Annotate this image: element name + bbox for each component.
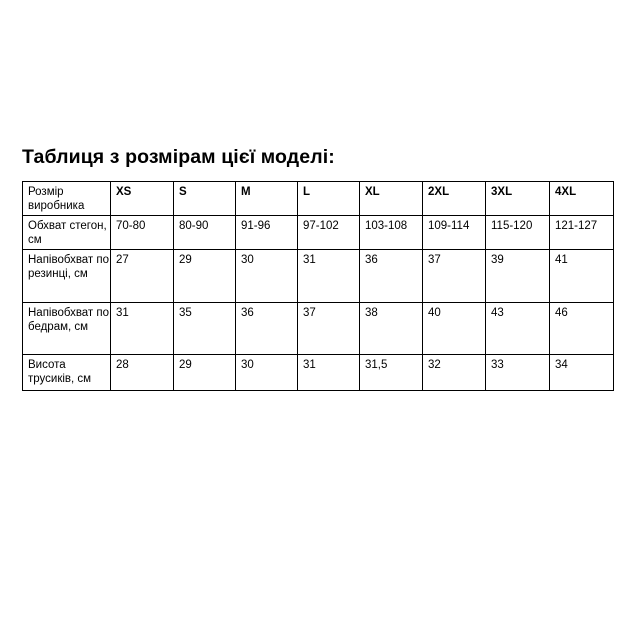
size-3xl-header: 3XL xyxy=(486,182,550,216)
table-cell: 27 xyxy=(111,250,174,303)
table-cell: 91-96 xyxy=(236,216,298,250)
table-cell: 31,5 xyxy=(360,355,423,391)
table-cell: 30 xyxy=(236,250,298,303)
table-cell: 31 xyxy=(298,355,360,391)
size-m-header: M xyxy=(236,182,298,216)
size-xs-header: XS xyxy=(111,182,174,216)
table-cell: 40 xyxy=(423,303,486,355)
table-cell: 36 xyxy=(360,250,423,303)
table-cell: 29 xyxy=(174,250,236,303)
table-cell: 109-114 xyxy=(423,216,486,250)
table-cell: 115-120 xyxy=(486,216,550,250)
table-row xyxy=(23,303,614,355)
table-row xyxy=(23,355,614,391)
size-2xl-header: 2XL xyxy=(423,182,486,216)
table-cell: 38 xyxy=(360,303,423,355)
table-cell: 43 xyxy=(486,303,550,355)
table-cell: 36 xyxy=(236,303,298,355)
table-cell: 30 xyxy=(236,355,298,391)
table-cell: 97-102 xyxy=(298,216,360,250)
table-cell: 80-90 xyxy=(174,216,236,250)
table-cell: 31 xyxy=(111,303,174,355)
table-cell: 39 xyxy=(486,250,550,303)
table-cell: 46 xyxy=(550,303,614,355)
table-cell: 35 xyxy=(174,303,236,355)
table-cell: 31 xyxy=(298,250,360,303)
table-cell: 28 xyxy=(111,355,174,391)
table-cell: 121-127 xyxy=(550,216,614,250)
table-cell: 33 xyxy=(486,355,550,391)
table-row xyxy=(23,216,614,250)
table-cell: 34 xyxy=(550,355,614,391)
table-cell: 103-108 xyxy=(360,216,423,250)
size-l-header: L xyxy=(298,182,360,216)
table-cell: 41 xyxy=(550,250,614,303)
row-label: Напівобхват по резинці, см xyxy=(23,250,111,303)
row-label: Напівобхват по бедрам, см xyxy=(23,303,111,355)
page-title: Таблиця з розмірам цієї моделі: xyxy=(22,146,335,168)
header-label-cell: Розмір виробника xyxy=(23,182,111,216)
size-4xl-header: 4XL xyxy=(550,182,614,216)
table-cell: 32 xyxy=(423,355,486,391)
table-cell: 37 xyxy=(298,303,360,355)
table-cell: 37 xyxy=(423,250,486,303)
table-cell: 70-80 xyxy=(111,216,174,250)
table-header-row xyxy=(23,182,614,216)
row-label: Обхват стегон, см xyxy=(23,216,111,250)
table-cell: 29 xyxy=(174,355,236,391)
row-label: Висота трусиків, см xyxy=(23,355,111,391)
size-xl-header: XL xyxy=(360,182,423,216)
size-table xyxy=(22,181,614,391)
size-s-header: S xyxy=(174,182,236,216)
table-row xyxy=(23,250,614,303)
